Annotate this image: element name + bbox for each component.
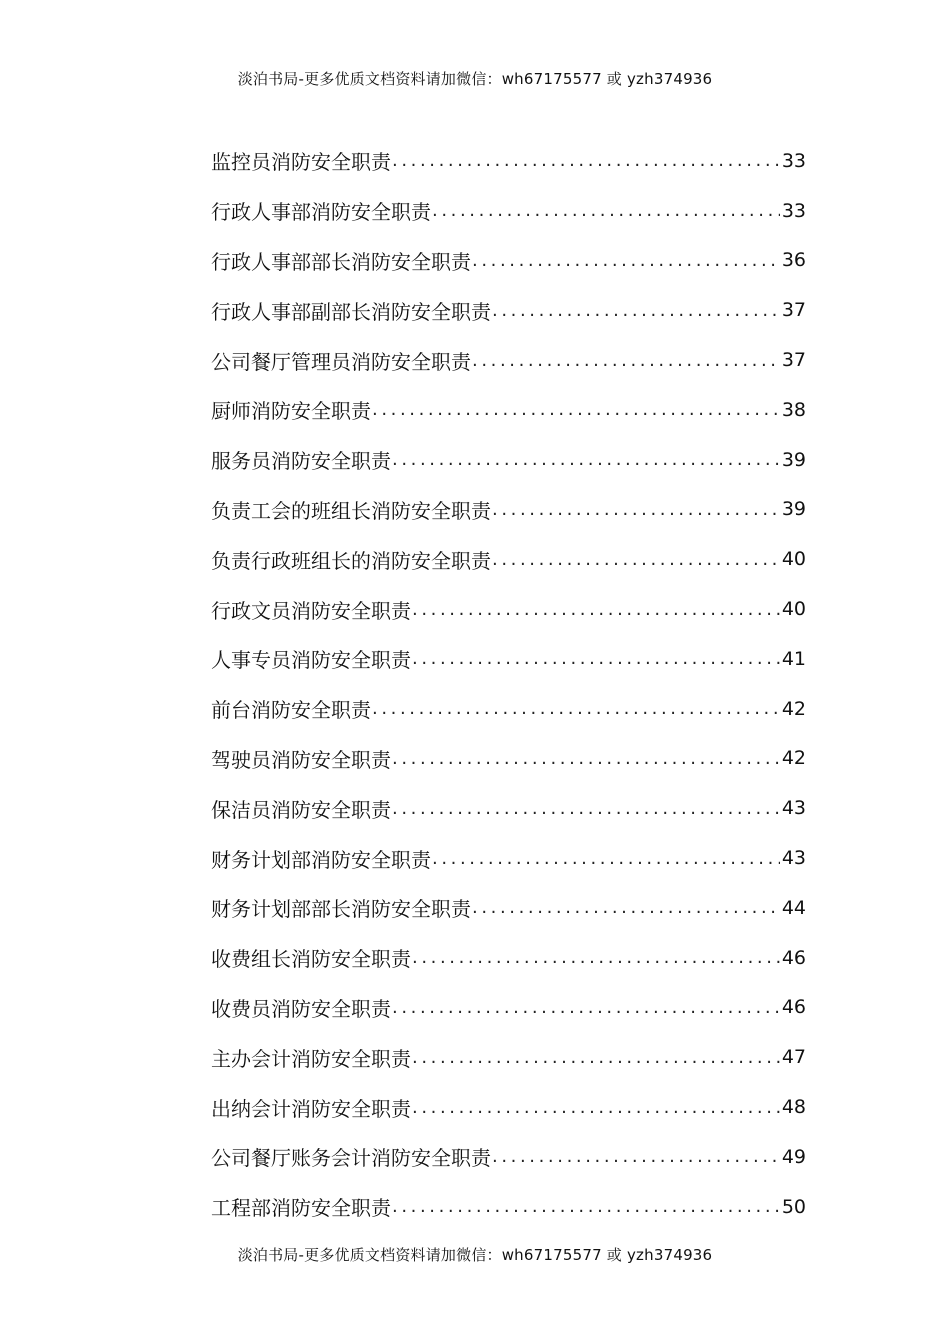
toc-entry-page: 40 bbox=[781, 548, 806, 571]
toc-entry-page: 33 bbox=[781, 199, 806, 222]
toc-leader-dots bbox=[471, 250, 780, 271]
toc-entry-title: 主办会计消防安全职责 bbox=[211, 1046, 411, 1071]
toc-entry-title: 公司餐厅账务会计消防安全职责 bbox=[211, 1146, 491, 1171]
toc-leader-dots bbox=[491, 549, 780, 570]
toc-entry[interactable] bbox=[211, 186, 806, 236]
toc-entry-page: 49 bbox=[781, 1145, 806, 1168]
toc-entry-title: 监控员消防安全职责 bbox=[211, 150, 391, 175]
toc-leader-dots bbox=[471, 350, 780, 371]
toc-entry[interactable] bbox=[211, 534, 806, 584]
toc-entry-page: 43 bbox=[781, 847, 806, 870]
toc-entry-page: 42 bbox=[781, 747, 806, 770]
toc-leader-dots bbox=[471, 897, 780, 918]
toc-leader-dots bbox=[411, 1047, 780, 1068]
toc-entry-title: 工程部消防安全职责 bbox=[211, 1196, 391, 1221]
toc-entry-title: 服务员消防安全职责 bbox=[211, 449, 391, 474]
toc-entry-page: 47 bbox=[781, 1046, 806, 1069]
toc-leader-dots bbox=[391, 1196, 780, 1217]
page-footer: 淡泊书局-更多优质文档资料请加微信：wh67175577 或 yzh374936 bbox=[237, 1246, 713, 1264]
toc-entry-title: 行政人事部部长消防安全职责 bbox=[211, 249, 471, 274]
toc-entry-page: 37 bbox=[781, 349, 806, 372]
toc-entry-title: 负责行政班组长的消防安全职责 bbox=[211, 548, 491, 573]
toc-entry[interactable] bbox=[211, 1182, 806, 1232]
toc-entry-page: 44 bbox=[781, 896, 806, 919]
toc-leader-dots bbox=[431, 848, 780, 869]
toc-entry[interactable] bbox=[211, 485, 806, 535]
toc-entry-title: 财务计划部部长消防安全职责 bbox=[211, 897, 471, 922]
toc-leader-dots bbox=[391, 748, 780, 769]
toc-entry-title: 行政人事部消防安全职责 bbox=[211, 200, 431, 225]
toc-entry[interactable] bbox=[211, 335, 806, 385]
toc-leader-dots bbox=[391, 997, 780, 1018]
toc-entry-page: 46 bbox=[781, 996, 806, 1019]
toc-entry-title: 收费组长消防安全职责 bbox=[211, 947, 411, 972]
toc-leader-dots bbox=[491, 300, 780, 321]
toc-entry-page: 39 bbox=[781, 498, 806, 521]
toc-entry-title: 收费员消防安全职责 bbox=[211, 996, 391, 1021]
toc-entry[interactable] bbox=[211, 634, 806, 684]
page-header: 淡泊书局-更多优质文档资料请加微信：wh67175577 或 yzh374936 bbox=[237, 70, 713, 88]
toc-entry[interactable] bbox=[211, 1082, 806, 1132]
toc-leader-dots bbox=[391, 798, 780, 819]
toc-leader-dots bbox=[491, 1146, 780, 1167]
toc-entry[interactable] bbox=[211, 435, 806, 485]
toc-leader-dots bbox=[411, 1097, 780, 1118]
toc-entry[interactable] bbox=[211, 734, 806, 784]
toc-leader-dots bbox=[371, 698, 780, 719]
toc-entry-title: 驾驶员消防安全职责 bbox=[211, 747, 391, 772]
toc-entry-page: 39 bbox=[781, 448, 806, 471]
toc-entry-page: 38 bbox=[781, 398, 806, 421]
toc-entry-title: 公司餐厅管理员消防安全职责 bbox=[211, 349, 471, 374]
toc-entry[interactable] bbox=[211, 933, 806, 983]
toc-entry[interactable] bbox=[211, 236, 806, 286]
toc-entry-title: 行政文员消防安全职责 bbox=[211, 598, 411, 623]
toc-entry[interactable] bbox=[211, 983, 806, 1033]
toc-entry-title: 保洁员消防安全职责 bbox=[211, 797, 391, 822]
toc-entry-page: 42 bbox=[781, 697, 806, 720]
toc-entry[interactable] bbox=[211, 1132, 806, 1182]
toc-leader-dots bbox=[411, 648, 780, 669]
toc-entry-page: 40 bbox=[781, 598, 806, 621]
toc-entry-page: 41 bbox=[781, 647, 806, 670]
toc-entry-title: 出纳会计消防安全职责 bbox=[211, 1096, 411, 1121]
toc-entry-title: 厨师消防安全职责 bbox=[211, 399, 371, 424]
toc-entry-page: 50 bbox=[781, 1195, 806, 1218]
toc-entry-title: 财务计划部消防安全职责 bbox=[211, 847, 431, 872]
toc-entry[interactable] bbox=[211, 684, 806, 734]
toc-entry-title: 行政人事部副部长消防安全职责 bbox=[211, 299, 491, 324]
toc-entry-page: 37 bbox=[781, 299, 806, 322]
toc-entry-page: 48 bbox=[781, 1096, 806, 1119]
toc-entry-page: 46 bbox=[781, 946, 806, 969]
toc-entry[interactable] bbox=[211, 285, 806, 335]
toc-leader-dots bbox=[391, 449, 780, 470]
toc-leader-dots bbox=[411, 947, 780, 968]
toc-entry-title: 前台消防安全职责 bbox=[211, 698, 371, 723]
toc-entry[interactable] bbox=[211, 136, 806, 186]
table-of-contents bbox=[211, 136, 806, 1232]
toc-leader-dots bbox=[491, 499, 780, 520]
toc-leader-dots bbox=[431, 200, 780, 221]
toc-entry[interactable] bbox=[211, 883, 806, 933]
toc-entry-title: 人事专员消防安全职责 bbox=[211, 648, 411, 673]
toc-leader-dots bbox=[371, 399, 780, 420]
toc-entry-title: 负责工会的班组长消防安全职责 bbox=[211, 498, 491, 523]
toc-leader-dots bbox=[391, 150, 780, 171]
toc-entry-page: 36 bbox=[781, 249, 806, 272]
toc-entry[interactable] bbox=[211, 833, 806, 883]
toc-entry[interactable] bbox=[211, 385, 806, 435]
toc-leader-dots bbox=[411, 599, 780, 620]
toc-entry-page: 33 bbox=[781, 149, 806, 172]
toc-entry[interactable] bbox=[211, 783, 806, 833]
toc-entry-page: 43 bbox=[781, 797, 806, 820]
toc-entry[interactable] bbox=[211, 1032, 806, 1082]
toc-entry[interactable] bbox=[211, 584, 806, 634]
